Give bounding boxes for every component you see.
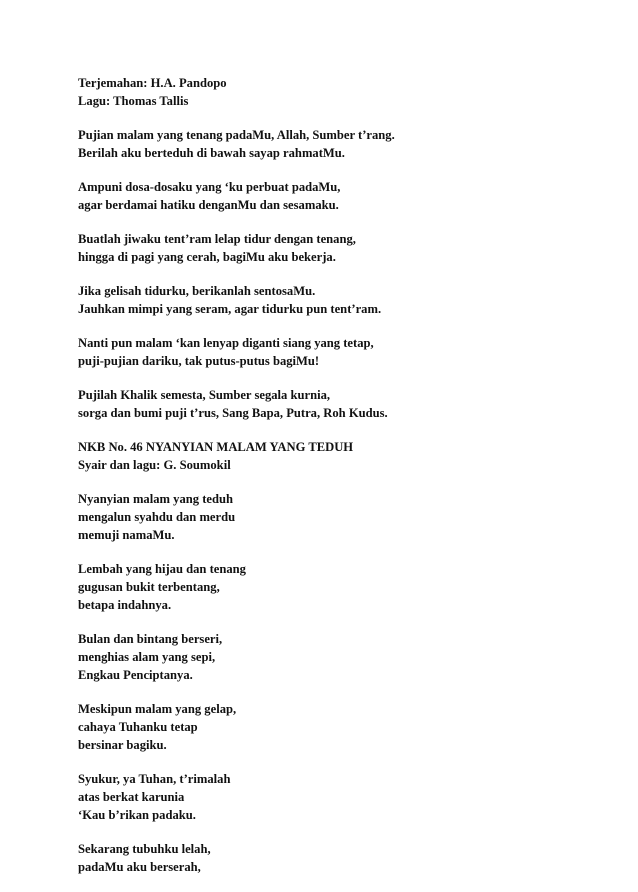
lyric-line: Meskipun malam yang gelap, (78, 702, 237, 716)
stanza-4 (78, 282, 598, 318)
translator-line: Terjemahan: H.A. Pandopo (78, 76, 227, 90)
lyric-line: Jika gelisah tidurku, berikanlah sentosaMu. (78, 284, 316, 298)
lyric-line: Lembah yang hijau dan tenang (78, 562, 246, 576)
lyric-line: hingga di pagi yang cerah, bagiMu aku bekerja. (78, 250, 336, 264)
stanza-5 (78, 334, 598, 370)
lyric-line: Bulan dan bintang berseri, (78, 632, 223, 646)
lyric-line: Jauhkan mimpi yang seram, agar tidurku pun tent’ram. (78, 302, 382, 316)
lyric-line: agar berdamai hatiku denganMu dan sesamaku. (78, 198, 339, 212)
song2-stanza-3 (78, 630, 598, 684)
lyric-line: padaMu aku berserah, (78, 860, 201, 874)
lyric-line: bersinar bagiku. (78, 738, 167, 752)
composer-line: Lagu: Thomas Tallis (78, 94, 189, 108)
stanza-6 (78, 386, 598, 422)
stanza-3 (78, 230, 598, 266)
lyric-line: Sekarang tubuhku lelah, (78, 842, 211, 856)
lyric-line: atas berkat karunia (78, 790, 185, 804)
lyric-line: Syukur, ya Tuhan, t’rimalah (78, 772, 231, 786)
lyric-line: cahaya Tuhanku tetap (78, 720, 198, 734)
lyric-line: Engkau Penciptanya. (78, 668, 193, 682)
lyric-line: puji-pujian dariku, tak putus-putus bagiMu! (78, 354, 320, 368)
lyric-line: mengalun syahdu dan merdu (78, 510, 236, 524)
lyrics-text (78, 74, 598, 892)
lyric-line: Nanti pun malam ‘kan lenyap diganti siang yang tetap, (78, 336, 374, 350)
song2-stanza-6 (78, 840, 598, 876)
lyric-line: sorga dan bumi puji t’rus, Sang Bapa, Putra, Roh Kudus. (78, 406, 388, 420)
lyric-line: Berilah aku berteduh di bawah sayap rahmatMu. (78, 146, 345, 160)
lyric-line: memuji namaMu. (78, 528, 175, 542)
lyric-line: gugusan bukit terbentang, (78, 580, 220, 594)
stanza-1 (78, 126, 598, 162)
lyric-line: Nyanyian malam yang teduh (78, 492, 233, 506)
song-credits: Syair dan lagu: G. Soumokil (78, 458, 231, 472)
lyric-line: Pujilah Khalik semesta, Sumber segala kurnia, (78, 388, 331, 402)
stanza-2 (78, 178, 598, 214)
song2-stanza-1 (78, 490, 598, 544)
credits-block (78, 74, 598, 110)
song2-stanza-4 (78, 700, 598, 754)
song2-stanza-5 (78, 770, 598, 824)
lyric-line: Ampuni dosa-dosaku yang ‘ku perbuat padaMu, (78, 180, 341, 194)
song-heading-block (78, 438, 598, 474)
song-title: NKB No. 46 NYANYIAN MALAM YANG TEDUH (78, 440, 354, 454)
lyric-line: menghias alam yang sepi, (78, 650, 216, 664)
lyric-line: ‘Kau b’rikan padaku. (78, 808, 196, 822)
lyric-line: betapa indahnya. (78, 598, 172, 612)
lyric-line: Buatlah jiwaku tent’ram lelap tidur dengan tenang, (78, 232, 356, 246)
song2-stanza-2 (78, 560, 598, 614)
lyric-line: Pujian malam yang tenang padaMu, Allah, Sumber t’rang. (78, 128, 395, 142)
